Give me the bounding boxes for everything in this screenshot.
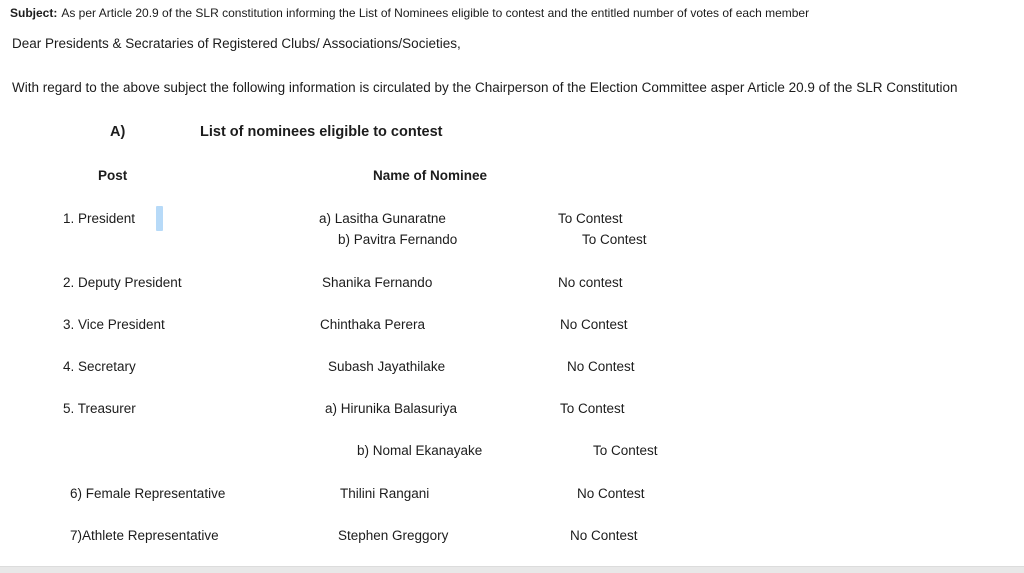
status-cell: To Contest: [582, 232, 647, 247]
nominee-cell: Subash Jayathilake: [328, 359, 446, 374]
nominee-cell: a) Lasitha Gunaratne: [319, 211, 446, 226]
section-title: List of nominees eligible to contest: [200, 124, 443, 140]
post-cell: 2. Deputy President: [63, 275, 182, 290]
nominee-cell: Chinthaka Perera: [320, 317, 426, 332]
table-row: [0, 211, 1024, 231]
column-header-post: Post: [98, 168, 128, 183]
table-row: [0, 275, 1024, 295]
intro-paragraph: With regard to the above subject the following information is circulated by the Chairperson of the Election Committee asper Article 20.9 of the SLR Constitution: [12, 80, 958, 95]
salutation: Dear Presidents & Secrataries of Registered Clubs/ Associations/Societies,: [12, 36, 461, 51]
table-row: [0, 486, 1024, 506]
table-row: [0, 359, 1024, 379]
post-cell: 5. Treasurer: [63, 401, 136, 416]
status-cell: To Contest: [593, 443, 658, 458]
table-row: [0, 401, 1024, 421]
post-cell: 6) Female Representative: [70, 486, 226, 501]
subject-line: [10, 6, 809, 20]
nominee-cell: a) Hirunika Balasuriya: [325, 401, 458, 416]
subject-label: Subject:: [10, 6, 58, 20]
post-cell: 4. Secretary: [63, 359, 136, 374]
section-marker: A): [110, 124, 126, 140]
status-cell: No Contest: [560, 317, 628, 332]
subject-text: As per Article 20.9 of the SLR constitution informing the List of Nominees eligible to contest and the entitled number of votes of each member: [61, 6, 810, 20]
column-header-nominee: Name of Nominee: [373, 168, 488, 183]
nominee-cell: b) Pavitra Fernando: [338, 232, 458, 247]
post-cell: 3. Vice President: [63, 317, 165, 332]
table-row: [0, 232, 1024, 252]
status-cell: No Contest: [570, 528, 638, 543]
bottom-scrollbar-track[interactable]: [0, 566, 1024, 573]
nominee-cell: Thilini Rangani: [340, 486, 430, 501]
nominee-cell: b) Nomal Ekanayake: [357, 443, 483, 458]
post-cell: 7)Athlete Representative: [70, 528, 219, 543]
post-cell: 1. President: [63, 211, 136, 226]
status-cell: No Contest: [577, 486, 645, 501]
table-row: [0, 317, 1024, 337]
status-cell: To Contest: [560, 401, 625, 416]
status-cell: No Contest: [567, 359, 635, 374]
status-cell: No contest: [558, 275, 623, 290]
nominee-cell: Stephen Greggory: [338, 528, 449, 543]
status-cell: To Contest: [558, 211, 623, 226]
table-row: [0, 528, 1024, 548]
nominee-cell: Shanika Fernando: [322, 275, 433, 290]
table-row: [0, 443, 1024, 463]
